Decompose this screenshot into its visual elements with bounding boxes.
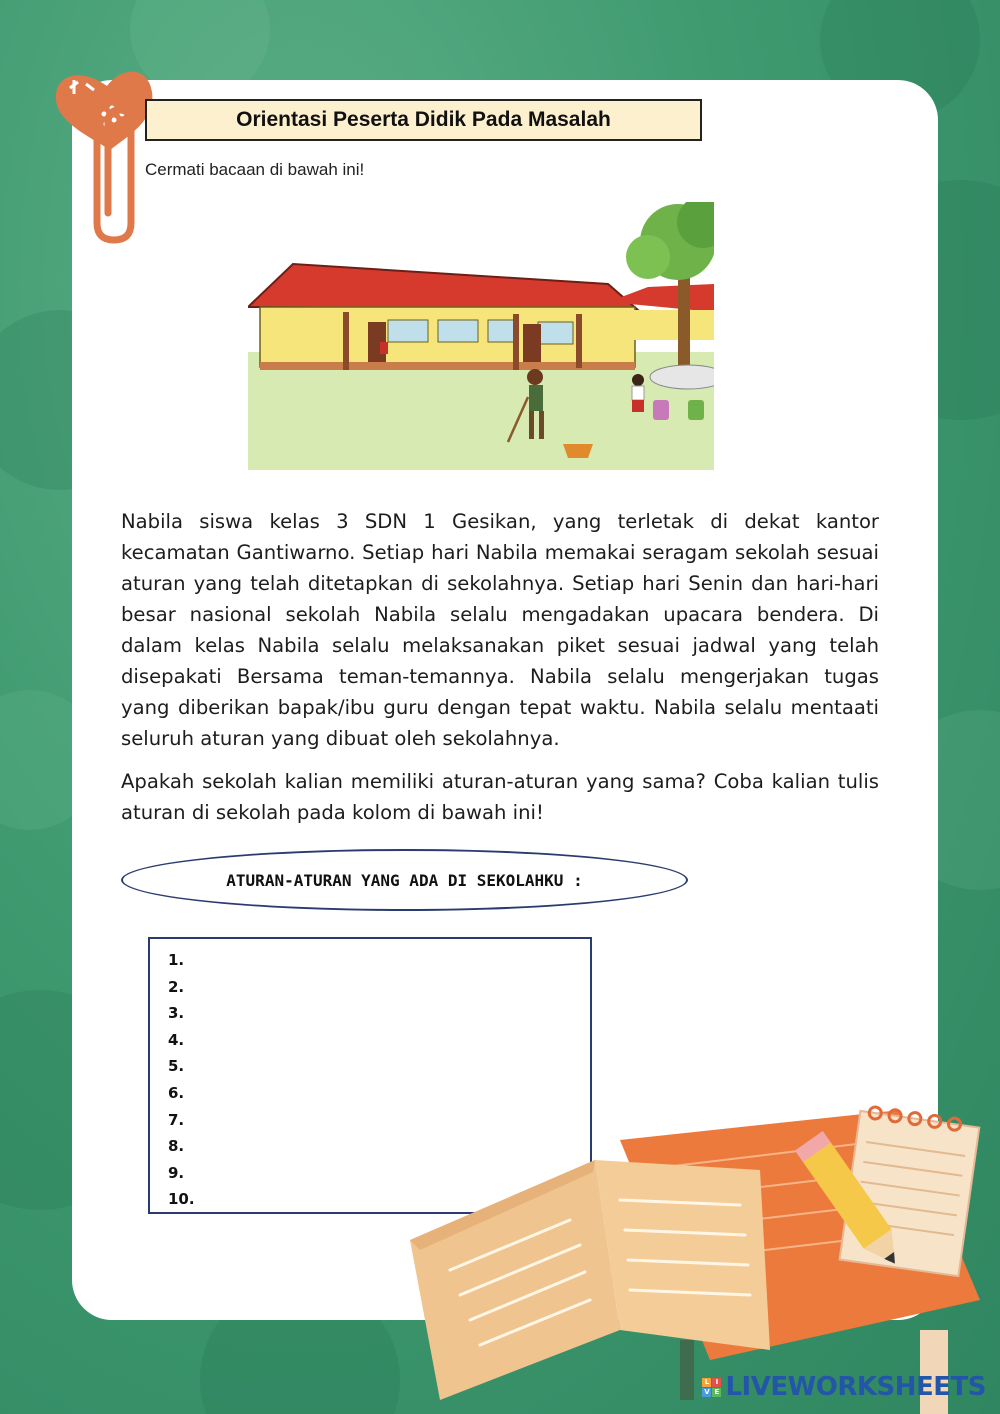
story-text [121,506,879,840]
logo-letter: V [704,1387,710,1396]
rule-item[interactable]: 6. [168,1083,185,1102]
rule-item[interactable]: 8. [168,1137,185,1156]
rules-heading: ATURAN-ATURAN YANG ADA DI SEKOLAHKU : [121,849,688,911]
logo-letter: E [712,1388,721,1397]
story-paragraph-1: Nabila siswa kelas 3 SDN 1 Gesikan, yang terletak di dekat kantor kecamatan Gantiwarno. Setiap hari Nabila memakai seragam sekolah sesuai aturan yang telah ditetapkan di sekolahnya. Setiap hari Senin dan hari-hari besar nasional sekolah Nabila selalu mengadakan upacara bendera. Di dalam kelas Nabila selalu melaksanakan piket sesuai jadwal yang telah disepakati Bersama teman-temannya. Nabila selalu mengerjakan tugas yang diberikan bapak/ibu guru dengan tepat waktu. Nabila selalu mentaati seluruh aturan yang dibuat oleh sekolahnya. [121,510,879,750]
rule-item[interactable]: 3. [168,1004,185,1023]
rule-item[interactable]: 7. [168,1110,185,1129]
rule-item[interactable]: 4. [168,1030,185,1049]
liveworksheets-brand [702,1372,986,1402]
logo-letter: L [702,1378,711,1387]
section-title: Orientasi Peserta Didik Pada Masalah [145,99,702,141]
story-paragraph-2: Apakah sekolah kalian memiliki aturan-aturan yang sama? Coba kalian tulis aturan di sekolah pada kolom di bawah ini! [121,770,879,824]
rule-item[interactable]: 2. [168,977,185,996]
rule-item[interactable]: 1. [168,951,185,969]
books-pencil-decoration [380,1100,1000,1414]
brand-name: LIVEWORKSHEETS [725,1372,986,1402]
reading-instruction: Cermati bacaan di bawah ini! [145,160,365,179]
liveworksheets-logo-icon [702,1378,721,1397]
school-yard-illustration [248,202,714,470]
rule-item[interactable]: 9. [168,1163,185,1182]
rule-item[interactable]: 5. [168,1057,185,1076]
rule-item[interactable]: 10. [168,1190,195,1209]
logo-letter: I [712,1378,721,1387]
